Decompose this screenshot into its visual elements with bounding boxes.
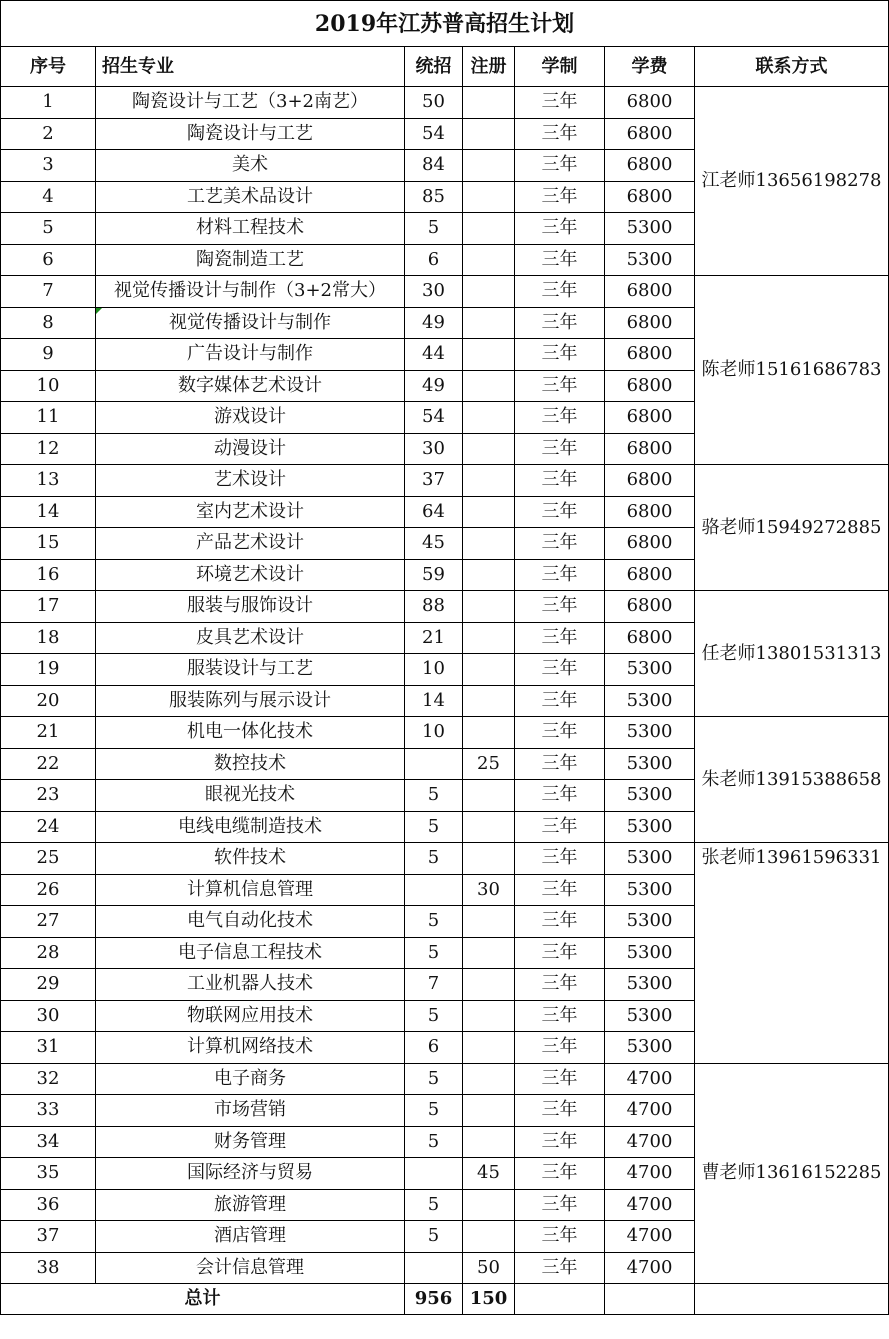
cell-duration: 三年: [515, 1032, 605, 1064]
total-unified: 956: [405, 1284, 463, 1315]
cell-duration: 三年: [515, 1095, 605, 1127]
cell-tuition: 5300: [605, 811, 695, 843]
cell-seq: 27: [1, 906, 96, 938]
cell-tuition: 4700: [605, 1063, 695, 1095]
cell-duration: 三年: [515, 685, 605, 717]
cell-registered: [463, 843, 515, 875]
cell-duration: 三年: [515, 150, 605, 182]
cell-registered: [463, 402, 515, 434]
cell-duration: 三年: [515, 1158, 605, 1190]
cell-seq: 6: [1, 244, 96, 276]
cell-major: 电线电缆制造技术: [96, 811, 405, 843]
cell-seq: 23: [1, 780, 96, 812]
cell-major: 会计信息管理: [96, 1252, 405, 1284]
cell-registered: [463, 780, 515, 812]
cell-duration: 三年: [515, 780, 605, 812]
table-row: [1, 465, 889, 497]
cell-duration: 三年: [515, 276, 605, 308]
cell-registered: [463, 181, 515, 213]
cell-seq: 12: [1, 433, 96, 465]
cell-registered: [463, 969, 515, 1001]
cell-unified: 21: [405, 622, 463, 654]
cell-major: 视觉传播设计与制作: [96, 307, 405, 339]
cell-registered: [463, 339, 515, 371]
cell-tuition: 5300: [605, 685, 695, 717]
header-row: [1, 47, 889, 87]
cell-tuition: 6800: [605, 465, 695, 497]
cell-unified: 64: [405, 496, 463, 528]
cell-major: 旅游管理: [96, 1189, 405, 1221]
cell-unified: 54: [405, 402, 463, 434]
cell-major: 酒店管理: [96, 1221, 405, 1253]
cell-unified: 37: [405, 465, 463, 497]
header-tuition: 学费: [605, 47, 695, 87]
cell-major: 工业机器人技术: [96, 969, 405, 1001]
cell-registered: [463, 244, 515, 276]
cell-tuition: 4700: [605, 1252, 695, 1284]
cell-unified: 10: [405, 717, 463, 749]
contact-cell: 张老师13961596331: [695, 843, 889, 1064]
cell-major: 动漫设计: [96, 433, 405, 465]
cell-duration: 三年: [515, 307, 605, 339]
cell-registered: [463, 591, 515, 623]
cell-major: 广告设计与制作: [96, 339, 405, 371]
cell-unified: 5: [405, 1221, 463, 1253]
cell-seq: 11: [1, 402, 96, 434]
cell-major: 材料工程技术: [96, 213, 405, 245]
sheet-title: 2019年江苏普高招生计划: [1, 1, 889, 47]
cell-seq: 34: [1, 1126, 96, 1158]
cell-registered: [463, 559, 515, 591]
cell-unified: 5: [405, 1189, 463, 1221]
cell-tuition: 5300: [605, 244, 695, 276]
cell-seq: 15: [1, 528, 96, 560]
contact-cell: 江老师13656198278: [695, 87, 889, 276]
cell-major: 服装陈列与展示设计: [96, 685, 405, 717]
cell-major: 国际经济与贸易: [96, 1158, 405, 1190]
cell-registered: [463, 622, 515, 654]
cell-tuition: 5300: [605, 1032, 695, 1064]
cell-seq: 38: [1, 1252, 96, 1284]
cell-duration: 三年: [515, 1189, 605, 1221]
cell-seq: 2: [1, 118, 96, 150]
cell-major: 陶瓷设计与工艺: [96, 118, 405, 150]
cell-duration: 三年: [515, 559, 605, 591]
cell-tuition: 4700: [605, 1221, 695, 1253]
cell-major: 陶瓷设计与工艺（3+2南艺）: [96, 87, 405, 119]
cell-duration: 三年: [515, 622, 605, 654]
cell-unified: 10: [405, 654, 463, 686]
cell-major: 游戏设计: [96, 402, 405, 434]
cell-registered: [463, 370, 515, 402]
cell-unified: 45: [405, 528, 463, 560]
cell-major: 工艺美术品设计: [96, 181, 405, 213]
cell-registered: [463, 1095, 515, 1127]
cell-unified: 88: [405, 591, 463, 623]
cell-registered: [463, 1032, 515, 1064]
cell-major: 物联网应用技术: [96, 1000, 405, 1032]
cell-registered: [463, 528, 515, 560]
cell-tuition: 5300: [605, 969, 695, 1001]
cell-seq: 5: [1, 213, 96, 245]
total-contact-empty: [695, 1284, 889, 1315]
cell-major: 陶瓷制造工艺: [96, 244, 405, 276]
cell-major: 计算机信息管理: [96, 874, 405, 906]
cell-seq: 16: [1, 559, 96, 591]
cell-duration: 三年: [515, 1126, 605, 1158]
cell-registered: 45: [463, 1158, 515, 1190]
cell-duration: 三年: [515, 1063, 605, 1095]
cell-tuition: 5300: [605, 780, 695, 812]
cell-unified: 5: [405, 1126, 463, 1158]
cell-unified: [405, 874, 463, 906]
cell-seq: 37: [1, 1221, 96, 1253]
cell-registered: [463, 433, 515, 465]
cell-unified: 50: [405, 87, 463, 119]
cell-duration: 三年: [515, 465, 605, 497]
cell-registered: [463, 496, 515, 528]
cell-unified: 5: [405, 843, 463, 875]
cell-seq: 28: [1, 937, 96, 969]
table-row: [1, 591, 889, 623]
header-major: 招生专业: [96, 47, 405, 87]
cell-duration: 三年: [515, 874, 605, 906]
cell-tuition: 6800: [605, 87, 695, 119]
cell-unified: 5: [405, 213, 463, 245]
cell-major: 服装设计与工艺: [96, 654, 405, 686]
cell-registered: 30: [463, 874, 515, 906]
cell-unified: 49: [405, 307, 463, 339]
cell-unified: 30: [405, 433, 463, 465]
cell-major: 眼视光技术: [96, 780, 405, 812]
cell-seq: 13: [1, 465, 96, 497]
cell-duration: 三年: [515, 402, 605, 434]
cell-seq: 7: [1, 276, 96, 308]
cell-registered: [463, 654, 515, 686]
cell-unified: 5: [405, 1000, 463, 1032]
cell-tuition: 4700: [605, 1126, 695, 1158]
cell-duration: 三年: [515, 433, 605, 465]
cell-registered: [463, 906, 515, 938]
cell-seq: 33: [1, 1095, 96, 1127]
cell-registered: [463, 685, 515, 717]
cell-tuition: 5300: [605, 906, 695, 938]
cell-tuition: 6800: [605, 150, 695, 182]
cell-unified: 85: [405, 181, 463, 213]
cell-seq: 17: [1, 591, 96, 623]
cell-major: 电子信息工程技术: [96, 937, 405, 969]
header-seq: 序号: [1, 47, 96, 87]
table-row: [1, 843, 889, 875]
cell-duration: 三年: [515, 906, 605, 938]
cell-registered: [463, 213, 515, 245]
cell-seq: 8: [1, 307, 96, 339]
cell-major: 电气自动化技术: [96, 906, 405, 938]
cell-tuition: 5300: [605, 843, 695, 875]
cell-tuition: 5300: [605, 874, 695, 906]
cell-duration: 三年: [515, 1252, 605, 1284]
cell-seq: 24: [1, 811, 96, 843]
cell-registered: [463, 150, 515, 182]
cell-unified: 5: [405, 906, 463, 938]
header-contact: 联系方式: [695, 47, 889, 87]
cell-seq: 29: [1, 969, 96, 1001]
cell-tuition: 6800: [605, 370, 695, 402]
cell-seq: 19: [1, 654, 96, 686]
cell-tuition: 5300: [605, 213, 695, 245]
total-tuition-empty: [605, 1284, 695, 1315]
cell-seq: 35: [1, 1158, 96, 1190]
cell-seq: 1: [1, 87, 96, 119]
cell-seq: 30: [1, 1000, 96, 1032]
cell-unified: 14: [405, 685, 463, 717]
cell-seq: 25: [1, 843, 96, 875]
cell-major: 数字媒体艺术设计: [96, 370, 405, 402]
cell-major: 室内艺术设计: [96, 496, 405, 528]
cell-duration: 三年: [515, 87, 605, 119]
cell-duration: 三年: [515, 181, 605, 213]
cell-unified: 30: [405, 276, 463, 308]
cell-registered: [463, 1189, 515, 1221]
cell-unified: 6: [405, 244, 463, 276]
cell-seq: 3: [1, 150, 96, 182]
cell-duration: 三年: [515, 843, 605, 875]
total-label: 总计: [1, 1284, 405, 1315]
cell-tuition: 6800: [605, 339, 695, 371]
cell-registered: [463, 87, 515, 119]
cell-seq: 26: [1, 874, 96, 906]
cell-major: 视觉传播设计与制作（3+2常大）: [96, 276, 405, 308]
cell-comment-indicator-icon[interactable]: [96, 308, 102, 314]
cell-tuition: 5300: [605, 748, 695, 780]
cell-tuition: 5300: [605, 937, 695, 969]
cell-duration: 三年: [515, 213, 605, 245]
cell-unified: 5: [405, 1095, 463, 1127]
cell-major: 机电一体化技术: [96, 717, 405, 749]
cell-tuition: 4700: [605, 1095, 695, 1127]
header-duration: 学制: [515, 47, 605, 87]
cell-unified: 44: [405, 339, 463, 371]
cell-unified: 54: [405, 118, 463, 150]
table-row: [1, 717, 889, 749]
contact-cell: 陈老师15161686783: [695, 276, 889, 465]
cell-major: 财务管理: [96, 1126, 405, 1158]
cell-tuition: 6800: [605, 276, 695, 308]
cell-major: 计算机网络技术: [96, 1032, 405, 1064]
cell-duration: 三年: [515, 339, 605, 371]
cell-tuition: 6800: [605, 181, 695, 213]
cell-tuition: 6800: [605, 433, 695, 465]
cell-major: 数控技术: [96, 748, 405, 780]
table-row: [1, 1063, 889, 1095]
cell-major: 软件技术: [96, 843, 405, 875]
cell-duration: 三年: [515, 748, 605, 780]
cell-registered: [463, 1126, 515, 1158]
table-row: [1, 87, 889, 119]
cell-tuition: 6800: [605, 402, 695, 434]
cell-seq: 21: [1, 717, 96, 749]
cell-unified: [405, 1252, 463, 1284]
cell-unified: [405, 1158, 463, 1190]
cell-duration: 三年: [515, 370, 605, 402]
contact-cell: 任老师13801531313: [695, 591, 889, 717]
cell-duration: 三年: [515, 244, 605, 276]
cell-seq: 36: [1, 1189, 96, 1221]
cell-duration: 三年: [515, 118, 605, 150]
cell-tuition: 6800: [605, 528, 695, 560]
cell-tuition: 6800: [605, 118, 695, 150]
cell-seq: 10: [1, 370, 96, 402]
total-duration-empty: [515, 1284, 605, 1315]
cell-unified: 49: [405, 370, 463, 402]
cell-unified: 6: [405, 1032, 463, 1064]
cell-tuition: 5300: [605, 717, 695, 749]
cell-seq: 18: [1, 622, 96, 654]
cell-major: 艺术设计: [96, 465, 405, 497]
cell-duration: 三年: [515, 654, 605, 686]
cell-registered: [463, 1221, 515, 1253]
cell-unified: 5: [405, 811, 463, 843]
cell-tuition: 4700: [605, 1158, 695, 1190]
cell-duration: 三年: [515, 496, 605, 528]
cell-tuition: 4700: [605, 1189, 695, 1221]
cell-seq: 4: [1, 181, 96, 213]
total-registered: 150: [463, 1284, 515, 1315]
cell-major: 产品艺术设计: [96, 528, 405, 560]
cell-major: 电子商务: [96, 1063, 405, 1095]
cell-registered: 25: [463, 748, 515, 780]
cell-major: 皮具艺术设计: [96, 622, 405, 654]
cell-seq: 20: [1, 685, 96, 717]
cell-major: 美术: [96, 150, 405, 182]
cell-tuition: 5300: [605, 654, 695, 686]
cell-unified: 59: [405, 559, 463, 591]
cell-duration: 三年: [515, 1000, 605, 1032]
cell-registered: [463, 1000, 515, 1032]
cell-duration: 三年: [515, 528, 605, 560]
cell-unified: 5: [405, 937, 463, 969]
cell-tuition: 6800: [605, 559, 695, 591]
cell-tuition: 6800: [605, 622, 695, 654]
cell-unified: 7: [405, 969, 463, 1001]
cell-registered: [463, 811, 515, 843]
cell-registered: [463, 1063, 515, 1095]
cell-seq: 14: [1, 496, 96, 528]
cell-tuition: 6800: [605, 591, 695, 623]
cell-duration: 三年: [515, 1221, 605, 1253]
cell-tuition: 5300: [605, 1000, 695, 1032]
cell-major: 市场营销: [96, 1095, 405, 1127]
cell-duration: 三年: [515, 717, 605, 749]
cell-seq: 31: [1, 1032, 96, 1064]
cell-duration: 三年: [515, 937, 605, 969]
cell-major: 服装与服饰设计: [96, 591, 405, 623]
cell-duration: 三年: [515, 969, 605, 1001]
cell-tuition: 6800: [605, 496, 695, 528]
cell-unified: 84: [405, 150, 463, 182]
header-unified: 统招: [405, 47, 463, 87]
contact-cell: 朱老师13915388658: [695, 717, 889, 843]
cell-registered: [463, 937, 515, 969]
cell-tuition: 6800: [605, 307, 695, 339]
cell-registered: [463, 717, 515, 749]
cell-unified: 5: [405, 780, 463, 812]
cell-seq: 9: [1, 339, 96, 371]
cell-unified: 5: [405, 1063, 463, 1095]
cell-registered: [463, 307, 515, 339]
cell-registered: [463, 118, 515, 150]
cell-registered: [463, 276, 515, 308]
total-row: [1, 1284, 889, 1315]
cell-registered: [463, 465, 515, 497]
header-registered: 注册: [463, 47, 515, 87]
contact-cell: 曹老师13616152285: [695, 1063, 889, 1284]
cell-registered: 50: [463, 1252, 515, 1284]
table-row: [1, 276, 889, 308]
contact-cell: 骆老师15949272885: [695, 465, 889, 591]
cell-duration: 三年: [515, 811, 605, 843]
cell-major: 环境艺术设计: [96, 559, 405, 591]
cell-duration: 三年: [515, 591, 605, 623]
cell-unified: [405, 748, 463, 780]
cell-seq: 32: [1, 1063, 96, 1095]
cell-seq: 22: [1, 748, 96, 780]
